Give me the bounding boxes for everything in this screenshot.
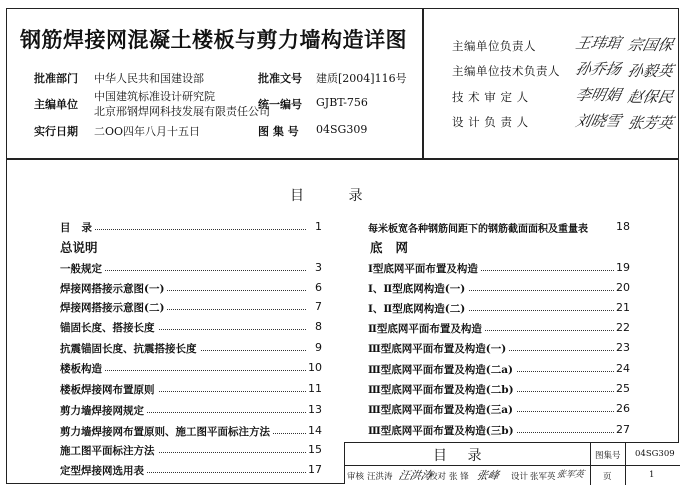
toc-entry-page: 13 [308,403,322,416]
signature-technical-head-1: 孙乔扬 [573,60,623,78]
editor-line1: 中国建筑标准设计研究院 [94,90,215,103]
toc-entry-page: 15 [308,443,322,456]
toc-entry-page: 1 [315,220,322,233]
toc-entry-page: 9 [315,341,322,354]
title-block-col-rule [625,443,626,485]
toc-entry-title: 楼板构造 [60,361,105,376]
toc-entry-title: 目 录 [60,220,95,235]
toc-entry[interactable] [60,361,322,375]
toc-entry-title: 焊接网搭接示意图(一) [60,281,167,296]
toc-entry-page: 11 [308,382,322,395]
signature-design-lead-1: 刘晓雪 [573,112,623,130]
signature-technical-reviewer-1: 李明娟 [573,86,623,104]
atlas-no-label: 图 集 号 [258,125,299,138]
toc-entry[interactable] [60,300,322,314]
toc-entry-page: 7 [315,300,322,313]
approving-dept-label: 批准部门 [34,72,78,85]
toc-entry-title: Ⅰ、Ⅱ型底网构造(二) [368,301,468,316]
editor-label: 主编单位 [34,98,78,111]
toc-entry[interactable] [368,362,630,376]
title-block-page-label: 页 [603,472,612,482]
title-block-atlas-label: 图集号 [595,451,621,461]
toc-entry[interactable] [368,220,630,234]
toc-entry-title: 施工图平面标注方法 [60,443,158,458]
role-design-lead: 设 计 负 责 人 [452,115,529,129]
toc-entry-title: Ⅰ型底网平面布置及构造 [368,261,481,276]
effective-date: 二OO四年八月十五日 [94,125,201,138]
toc-leader-dots [60,229,306,230]
toc-entry[interactable] [60,424,322,438]
toc-section-general: 总说明 [60,240,98,255]
title-block-col-rule [590,443,591,485]
toc-entry-page: 24 [616,362,630,375]
toc-entry-page: 3 [315,261,322,274]
toc-entry-page: 25 [616,382,630,395]
toc-entry-title: Ⅲ型底网平面布置及构造(三a) [368,402,516,417]
toc-entry-page: 23 [616,341,630,354]
toc-heading: 目 录 [290,188,363,204]
toc-entry[interactable] [60,382,322,396]
title-block-page-no: 1 [649,470,655,480]
toc-entry-page: 18 [616,220,630,233]
toc-entry-page: 26 [616,402,630,415]
toc-entry-title: 抗震锚固长度、抗震搭接长度 [60,341,200,356]
title-block-check-signature: 张峰 [475,469,501,482]
toc-entry[interactable] [60,261,322,275]
title-block-review-label: 审核 [347,472,365,482]
toc-entry-page: 22 [616,321,630,334]
toc-entry-page: 10 [308,361,322,374]
toc-entry-page: 6 [315,281,322,294]
toc-entry-page: 21 [616,301,630,314]
signature-technical-head-2: 孙毅英 [625,62,675,80]
approval-no-label: 批准文号 [258,72,302,85]
toc-entry-page: 14 [308,424,322,437]
toc-entry-title: Ⅱ型底网平面布置及构造 [368,321,485,336]
approving-dept: 中华人民共和国建设部 [94,72,204,85]
toc-entry-title: Ⅲ型底网平面布置及构造(二a) [368,362,516,377]
role-chief-editor: 主编单位负责人 [452,39,536,53]
toc-entry-title: 焊接网搭接示意图(二) [60,300,167,315]
title-block-design-signature: 张军英 [555,470,585,480]
toc-entry-page: 20 [616,281,630,294]
toc-entry-title: 锚固长度、搭接长度 [60,320,158,335]
signature-chief-editor-1: 王玮琯 [573,34,623,52]
title-block-check-label: 校对 [429,472,447,482]
toc-entry[interactable] [368,341,630,355]
toc-entry[interactable] [60,220,322,234]
toc-entry-page: 19 [616,261,630,274]
title-block-review-name: 汪洪涛 [367,472,393,482]
title-block-check-name: 张 锋 [449,472,469,482]
title-block-atlas-no: 04SG309 [635,449,675,459]
signature-technical-reviewer-2: 赵保民 [625,88,675,106]
toc-entry[interactable] [368,301,630,315]
role-technical-reviewer: 技 术 审 定 人 [452,90,529,104]
toc-entry[interactable] [60,443,322,457]
toc-entry-page: 8 [315,320,322,333]
toc-entry[interactable] [368,423,630,437]
approval-no: 建质[2004]116号 [316,72,407,85]
toc-section-bottom-mesh: 底 网 [370,240,409,255]
header-divider [422,8,424,159]
toc-entry[interactable] [60,281,322,295]
toc-entry-title: Ⅲ型底网平面布置及构造(一) [368,341,509,356]
toc-entry-title: 一般规定 [60,261,105,276]
role-technical-head: 主编单位技术负责人 [452,64,560,78]
toc-entry-title: 楼板焊接网布置原则 [60,382,158,397]
effective-date-label: 实行日期 [34,125,78,138]
toc-entry-page: 27 [616,423,630,436]
signature-chief-editor-2: 宗国保 [625,36,675,54]
toc-entry-title: 剪力墙焊接网布置原则、施工图平面标注方法 [60,424,273,439]
header-bottom-rule [6,158,679,160]
editor-line2: 北京邢钢焊网科技发展有限责任公司 [94,105,270,118]
toc-entry-title: 定型焊接网选用表 [60,463,147,478]
atlas-title: 钢筋焊接网混凝土楼板与剪力墙构造详图 [20,27,407,52]
toc-entry[interactable] [368,261,630,275]
title-block-design-name: 张军英 [530,472,556,482]
toc-entry-page: 17 [308,463,322,476]
title-block-review-signature: 汪洪涛 [397,469,434,482]
toc-entry[interactable] [368,402,630,416]
toc-entry-title: 剪力墙焊接网规定 [60,403,147,418]
toc-entry-title: Ⅰ、Ⅱ型底网构造(一) [368,281,468,296]
toc-entry[interactable] [368,382,630,396]
toc-entry-title: 每米板宽各种钢筋间距下的钢筋截面面积及重量表 [368,224,588,235]
unified-no-label: 统一编号 [258,98,302,111]
unified-no: GJBT-756 [316,96,368,109]
toc-entry[interactable] [368,321,630,335]
signature-design-lead-2: 张芳英 [625,114,675,132]
atlas-no: 04SG309 [316,123,368,136]
title-block [344,442,679,484]
toc-entry[interactable] [60,403,322,417]
title-block-design-label: 设计 [511,472,529,482]
toc-entry[interactable] [60,320,322,334]
toc-entry-title: Ⅲ型底网平面布置及构造(二b) [368,382,517,397]
toc-entry[interactable] [368,281,630,295]
title-block-title: 目 录 [433,448,490,464]
toc-entry[interactable] [60,463,322,477]
title-block-row-rule [345,465,680,466]
toc-entry[interactable] [60,341,322,355]
toc-entry-title: Ⅲ型底网平面布置及构造(三b) [368,423,517,438]
